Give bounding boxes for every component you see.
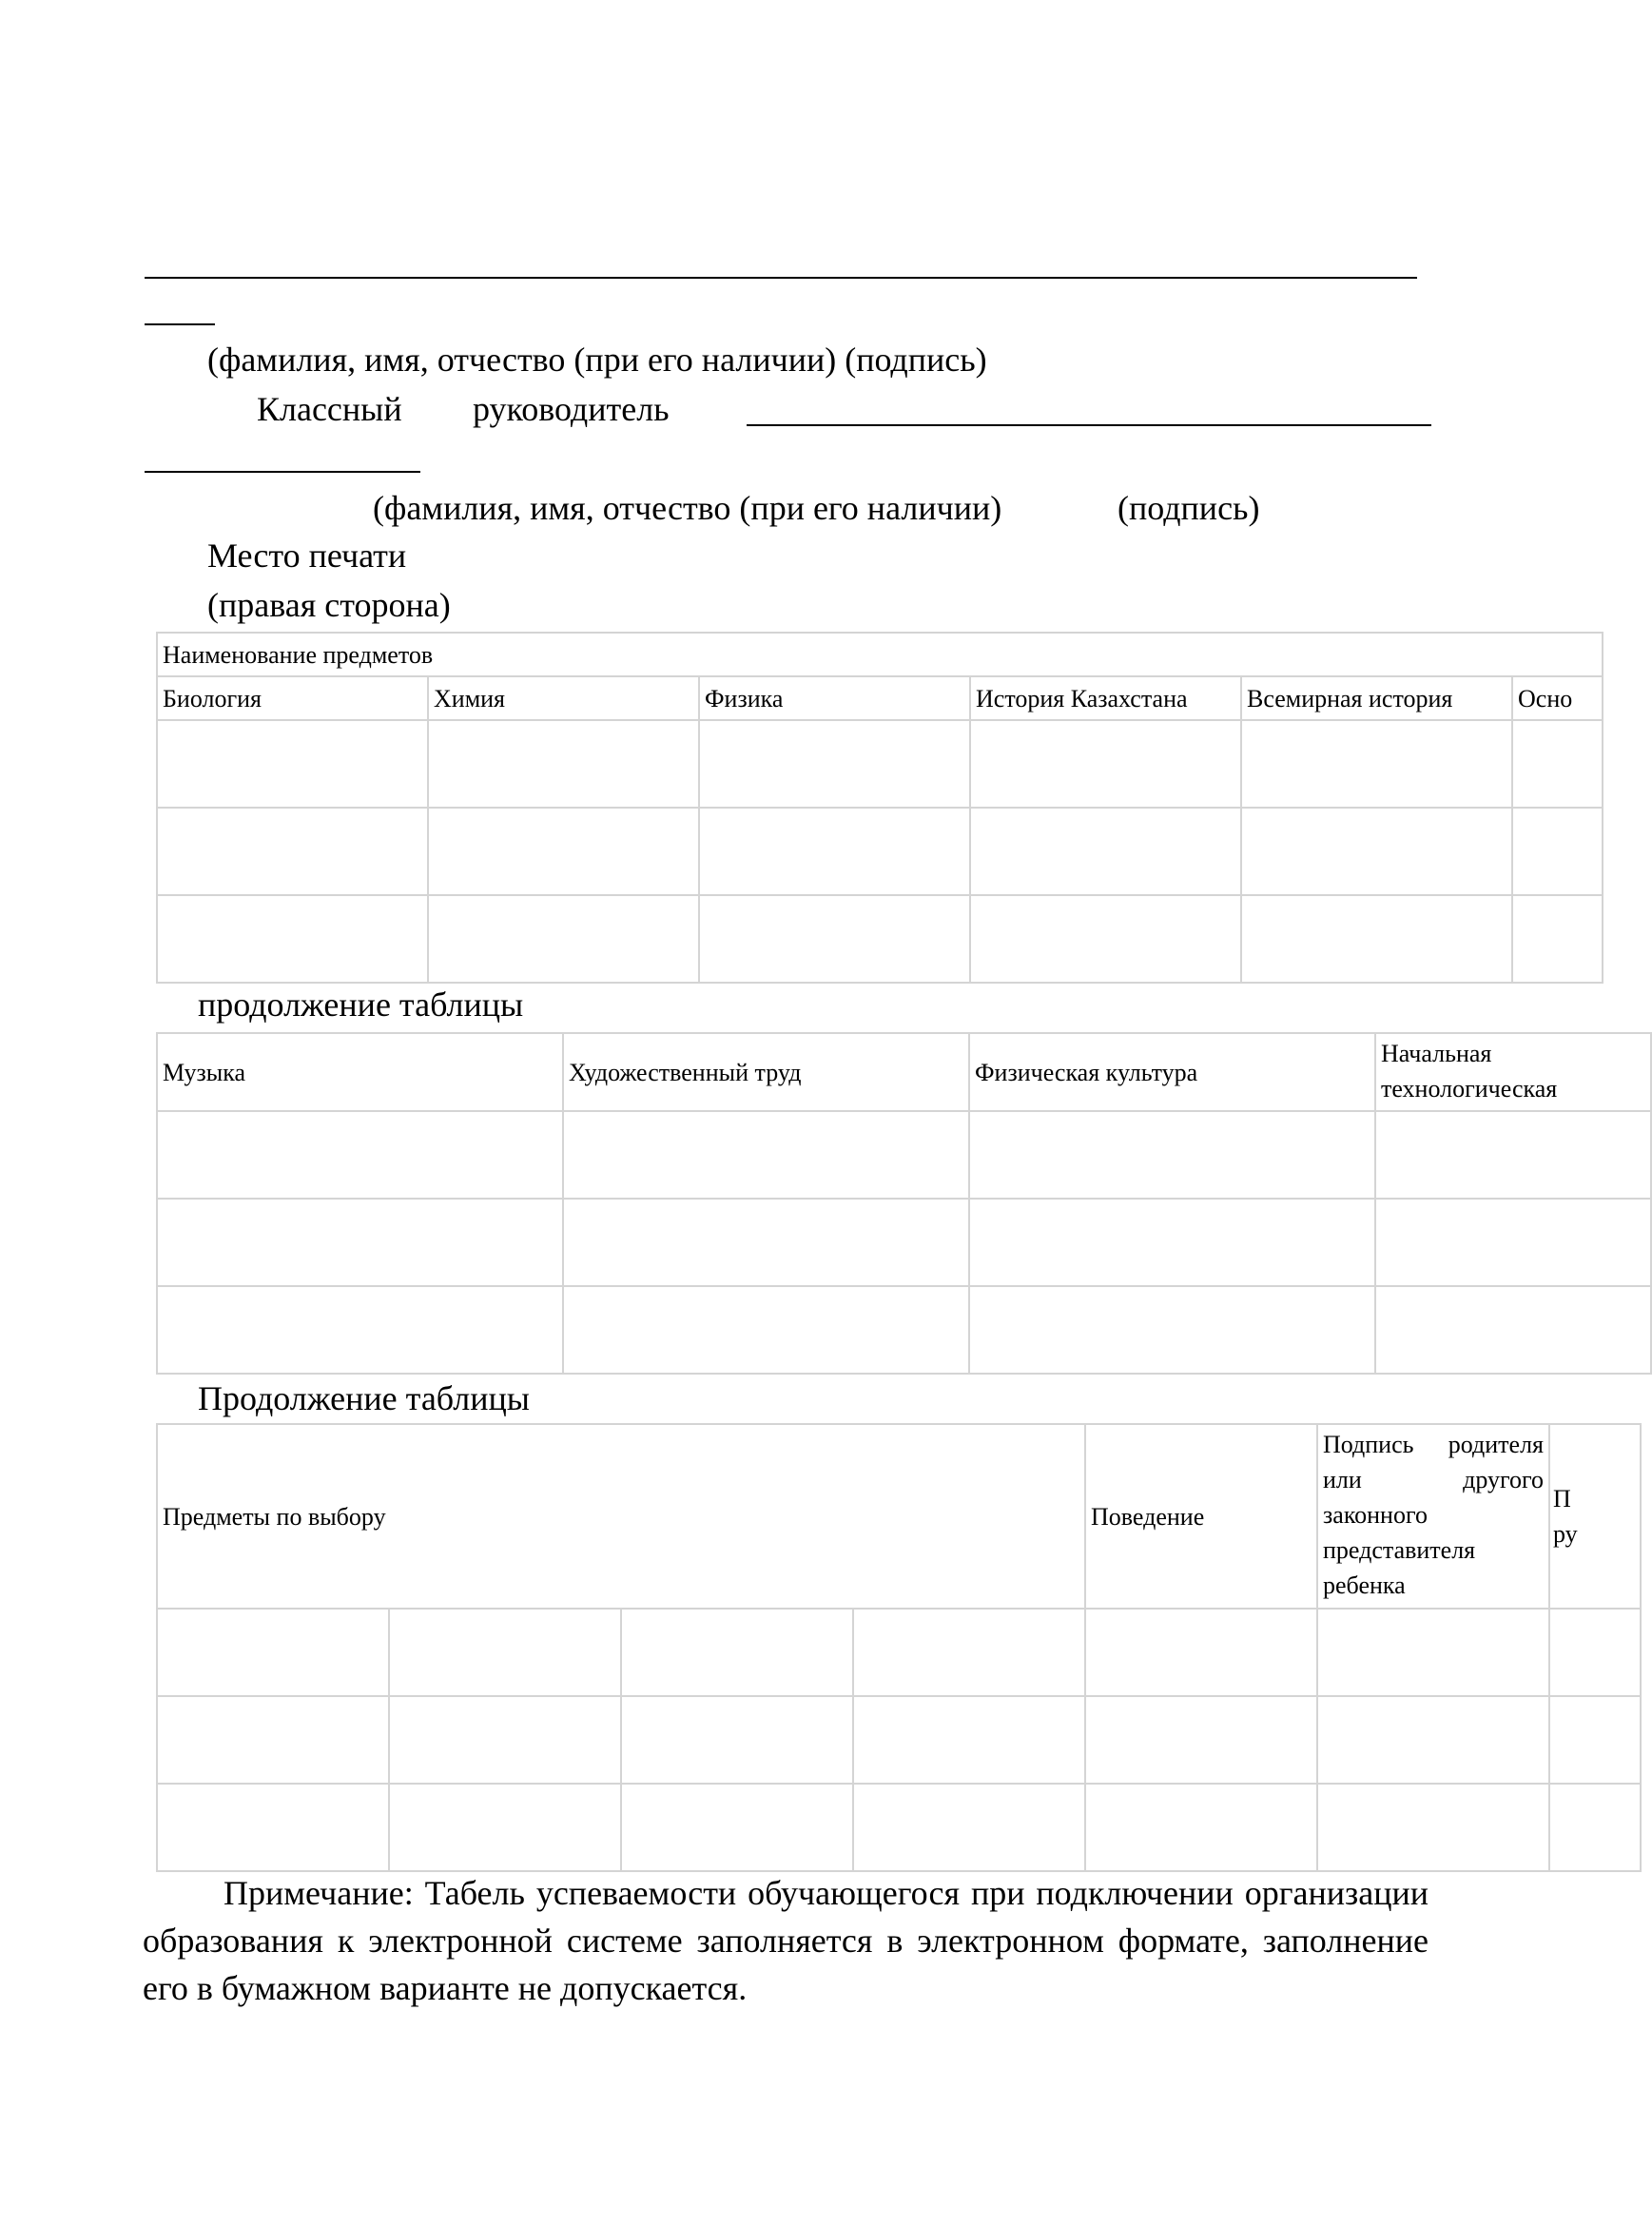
- grade-cell[interactable]: [1549, 1784, 1641, 1871]
- caption-2: (фамилия, имя, отчество (при его наличии): [373, 489, 1002, 527]
- grade-cell[interactable]: [1512, 895, 1603, 983]
- class-teacher-label-word2: руководитель: [473, 390, 670, 428]
- grade-cell[interactable]: [157, 1696, 389, 1784]
- grade-cell[interactable]: [970, 720, 1241, 808]
- grade-cell[interactable]: [157, 1609, 389, 1696]
- grade-cell[interactable]: [1317, 1784, 1549, 1871]
- grade-cell[interactable]: [621, 1784, 853, 1871]
- grade-cell[interactable]: [1512, 808, 1603, 895]
- class-teacher-line-overflow: [145, 471, 420, 473]
- grade-cell[interactable]: [1085, 1609, 1317, 1696]
- table-row: [157, 1609, 1641, 1696]
- grade-cell[interactable]: [157, 1286, 563, 1374]
- right-side-label: (правая сторона): [207, 586, 451, 624]
- grade-cell[interactable]: [1241, 895, 1512, 983]
- note-paragraph: Примечание: Табель успеваемости обучающегося при подключении организации образования к электронной системе заполняется в электронном формате, заполнение его в бумажном варианте не допускается.: [143, 1874, 1428, 2007]
- signature-line-1-overflow: [145, 323, 215, 325]
- column-biology: Биология: [157, 676, 428, 720]
- grade-cell[interactable]: [563, 1199, 969, 1286]
- signature-line-1: [145, 277, 1417, 279]
- column-physics: Физика: [699, 676, 970, 720]
- grade-cell[interactable]: [157, 720, 428, 808]
- table-row: [157, 1199, 1651, 1286]
- grade-cell[interactable]: [157, 1199, 563, 1286]
- grade-cell[interactable]: [1317, 1609, 1549, 1696]
- grades-table-1: [156, 632, 1603, 984]
- column-truncated: Осно: [1512, 676, 1603, 720]
- column-chemistry: Химия: [428, 676, 699, 720]
- grade-cell[interactable]: [969, 1199, 1375, 1286]
- grade-cell[interactable]: [1512, 720, 1603, 808]
- table-row: [157, 895, 1603, 983]
- grade-cell[interactable]: [157, 895, 428, 983]
- grade-cell[interactable]: [970, 895, 1241, 983]
- grade-cell[interactable]: [699, 895, 970, 983]
- grade-cell[interactable]: [621, 1609, 853, 1696]
- grade-cell[interactable]: [1375, 1111, 1651, 1199]
- caption-2-signature: (подпись): [1118, 489, 1260, 527]
- grades-table-2: [156, 1032, 1652, 1375]
- grade-cell[interactable]: [969, 1111, 1375, 1199]
- table-row: [157, 1111, 1651, 1199]
- grade-cell[interactable]: [853, 1609, 1085, 1696]
- grade-cell[interactable]: [853, 1784, 1085, 1871]
- grade-cell[interactable]: [563, 1286, 969, 1374]
- grades-table-3: [156, 1423, 1642, 1872]
- grade-cell[interactable]: [563, 1111, 969, 1199]
- stamp-place: Место печати: [207, 537, 407, 575]
- table-row: [157, 1784, 1641, 1871]
- grade-cell[interactable]: [1241, 808, 1512, 895]
- grade-cell[interactable]: [428, 720, 699, 808]
- grade-cell[interactable]: [699, 720, 970, 808]
- grade-cell[interactable]: [1549, 1609, 1641, 1696]
- grade-cell[interactable]: [389, 1609, 621, 1696]
- table-row: [157, 1286, 1651, 1374]
- grade-cell[interactable]: [389, 1784, 621, 1871]
- electives-header: Предметы по выбору: [157, 1424, 1085, 1609]
- table-row: [157, 1696, 1641, 1784]
- grade-cell[interactable]: [1085, 1696, 1317, 1784]
- truncated-header: П ру: [1549, 1424, 1641, 1609]
- grade-cell[interactable]: [969, 1286, 1375, 1374]
- column-physical-education: Физическая культура: [969, 1033, 1375, 1111]
- column-initial-tech: Начальная технологическая: [1375, 1033, 1651, 1111]
- subjects-header: Наименование предметов: [157, 633, 1603, 676]
- caption-1: (фамилия, имя, отчество (при его наличии) (подпись): [207, 341, 987, 379]
- grade-cell[interactable]: [1085, 1784, 1317, 1871]
- grade-cell[interactable]: [157, 1111, 563, 1199]
- table-row: [157, 720, 1603, 808]
- parent-signature-header: Подпись родителя или другого законного представителя ребенка: [1317, 1424, 1549, 1609]
- continuation-label-1: продолжение таблицы: [198, 986, 524, 1024]
- table-row: [157, 808, 1603, 895]
- grade-cell[interactable]: [389, 1696, 621, 1784]
- column-music: Музыка: [157, 1033, 563, 1111]
- grade-cell[interactable]: [1375, 1199, 1651, 1286]
- class-teacher-signature-line: [747, 424, 1431, 426]
- grade-cell[interactable]: [428, 808, 699, 895]
- grade-cell[interactable]: [157, 808, 428, 895]
- grade-cell[interactable]: [970, 808, 1241, 895]
- grade-cell[interactable]: [157, 1784, 389, 1871]
- grade-cell[interactable]: [1549, 1696, 1641, 1784]
- column-art-labor: Художественный труд: [563, 1033, 969, 1111]
- continuation-label-2: Продолжение таблицы: [198, 1379, 530, 1417]
- behavior-header: Поведение: [1085, 1424, 1317, 1609]
- column-world-history: Всемирная история: [1241, 676, 1512, 720]
- grade-cell[interactable]: [1317, 1696, 1549, 1784]
- grade-cell[interactable]: [428, 895, 699, 983]
- grade-cell[interactable]: [621, 1696, 853, 1784]
- grade-cell[interactable]: [1375, 1286, 1651, 1374]
- grade-cell[interactable]: [699, 808, 970, 895]
- column-history-kazakhstan: История Казахстана: [970, 676, 1241, 720]
- class-teacher-label-word1: Классный: [257, 390, 402, 428]
- grade-cell[interactable]: [853, 1696, 1085, 1784]
- grade-cell[interactable]: [1241, 720, 1512, 808]
